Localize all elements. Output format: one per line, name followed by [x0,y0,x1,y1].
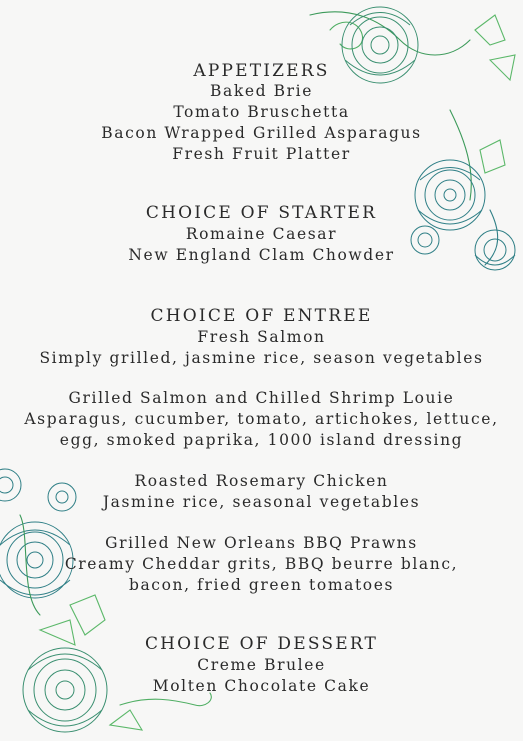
section-heading-dessert: CHOICE OF DESSERT [144,634,379,654]
menu-item-description: Creamy Cheddar grits, BBQ beurre blanc, [64,555,459,573]
section-heading-appetizers: APPETIZERS [193,61,330,81]
section-heading-entree: CHOICE OF ENTREE [150,306,373,326]
menu-item: Baked Brie [210,82,313,100]
menu-item-description: Simply grilled, jasmine rice, season vegetables [39,349,484,367]
menu-item: Roasted Rosemary Chicken [134,472,389,490]
menu-item: Molten Chocolate Cake [152,677,371,695]
menu-item-description: Jasmine rice, seasonal vegetables [102,493,421,511]
menu-item: Grilled Salmon and Chilled Shrimp Louie [68,389,455,407]
menu-item: Fresh Salmon [197,328,326,346]
menu-item: Bacon Wrapped Grilled Asparagus [101,124,422,142]
menu-item: Creme Brulee [197,656,326,674]
menu-item-description: bacon, fried green tomatoes [128,576,395,594]
menu-item: Tomato Bruschetta [173,103,350,121]
section-heading-starter: CHOICE OF STARTER [145,203,378,223]
menu-item-description: egg, smoked paprika, 1000 island dressing [59,431,464,449]
menu-item-description: Asparagus, cucumber, tomato, artichokes, lettuce, [24,410,499,428]
menu-item: Fresh Fruit Platter [172,145,351,163]
menu-item: Romaine Caesar [185,225,338,243]
menu-item: New England Clam Chowder [128,246,395,264]
menu-item: Grilled New Orleans BBQ Prawns [105,534,418,552]
